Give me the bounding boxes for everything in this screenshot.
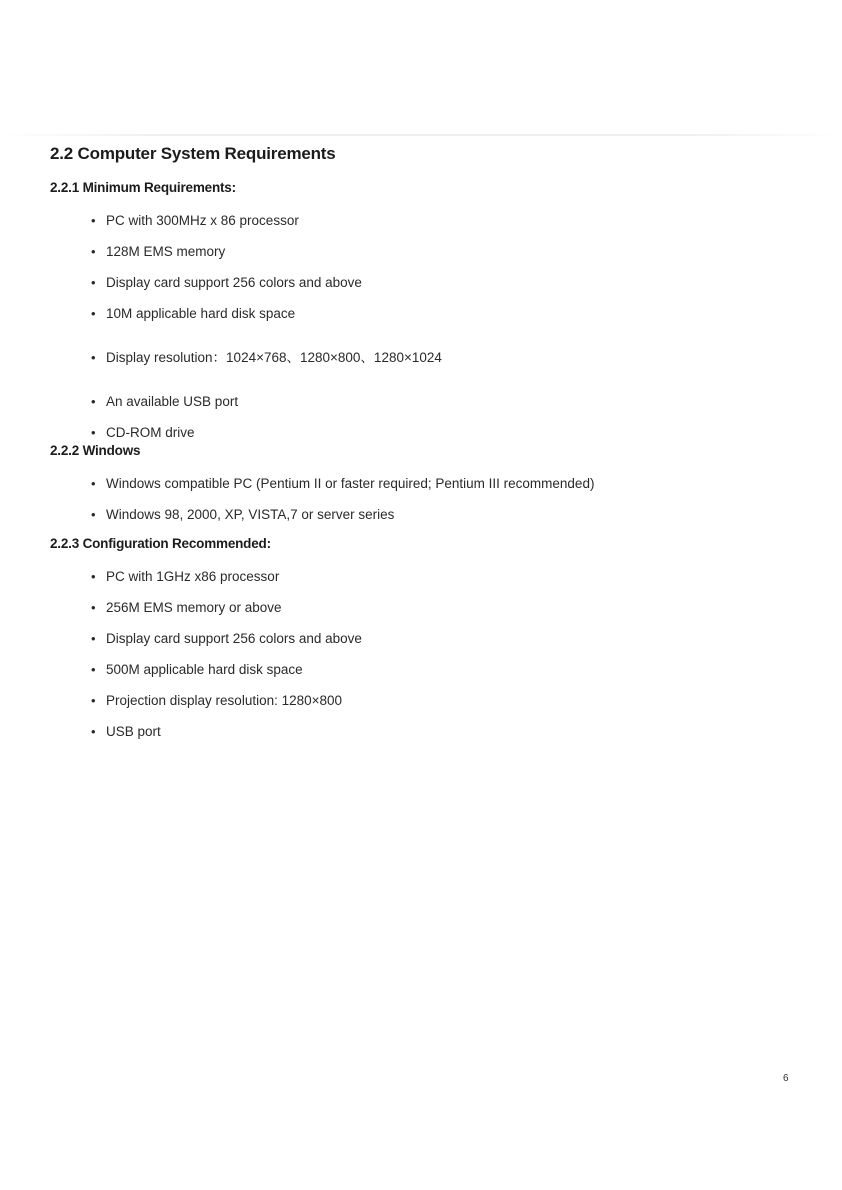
section-title: 2.2 Computer System Requirements [50, 144, 336, 163]
list-item [91, 630, 362, 661]
bullet-icon: • [91, 693, 96, 708]
bullet-icon: • [91, 350, 96, 365]
bullet-icon: • [91, 394, 96, 409]
subheading-windows: 2.2.2 Windows [50, 443, 141, 458]
list-item-text: 10M applicable hard disk space [106, 306, 296, 321]
bullet-icon: • [91, 569, 96, 584]
list-item [91, 723, 362, 754]
page-number: 6 [783, 1073, 789, 1084]
list-item [91, 424, 442, 455]
subheading-configuration-recommended: 2.2.3 Configuration Recommended: [50, 536, 271, 551]
list-item [91, 661, 362, 692]
bullet-icon: • [91, 306, 96, 321]
list-item [91, 506, 594, 537]
bullet-icon: • [91, 662, 96, 677]
list-item [91, 305, 442, 349]
list-item [91, 243, 442, 274]
list-item [91, 349, 442, 393]
list-item-text: Display card support 256 colors and above [106, 275, 362, 290]
subheading-minimum-requirements: 2.2.1 Minimum Requirements: [50, 180, 236, 195]
recommended-configuration-list [91, 568, 362, 754]
list-item-text: Windows 98, 2000, XP, VISTA,7 or server series [106, 507, 395, 522]
list-item [91, 692, 362, 723]
list-item-text: PC with 1GHz x86 processor [106, 569, 280, 584]
bullet-icon: • [91, 476, 96, 491]
minimum-requirements-list [91, 212, 442, 455]
list-item-text: Display resolution：1024×768、1280×800、1280×1024 [106, 350, 442, 365]
bullet-icon: • [91, 724, 96, 739]
bullet-icon: • [91, 275, 96, 290]
list-item [91, 212, 442, 243]
list-item-text: 256M EMS memory or above [106, 600, 282, 615]
list-item [91, 599, 362, 630]
bullet-icon: • [91, 244, 96, 259]
bullet-icon: • [91, 507, 96, 522]
list-item-text: PC with 300MHz x 86 processor [106, 213, 299, 228]
list-item [91, 393, 442, 424]
bullet-icon: • [91, 213, 96, 228]
bullet-icon: • [91, 425, 96, 440]
bullet-icon: • [91, 631, 96, 646]
list-item-text: Display card support 256 colors and above [106, 631, 362, 646]
list-item-text: Windows compatible PC (Pentium II or faster required; Pentium III recommended) [106, 476, 595, 491]
list-item-text: CD-ROM drive [106, 425, 195, 440]
list-item-text: Projection display resolution: 1280×800 [106, 693, 343, 708]
bullet-icon: • [91, 600, 96, 615]
list-item [91, 475, 594, 506]
page-header-divider [0, 134, 842, 136]
list-item-text: 128M EMS memory [106, 244, 226, 259]
list-item-text: USB port [106, 724, 161, 739]
list-item [91, 274, 442, 305]
list-item-text: An available USB port [106, 394, 239, 409]
list-item [91, 568, 362, 599]
list-item-text: 500M applicable hard disk space [106, 662, 303, 677]
windows-requirements-list [91, 475, 594, 537]
